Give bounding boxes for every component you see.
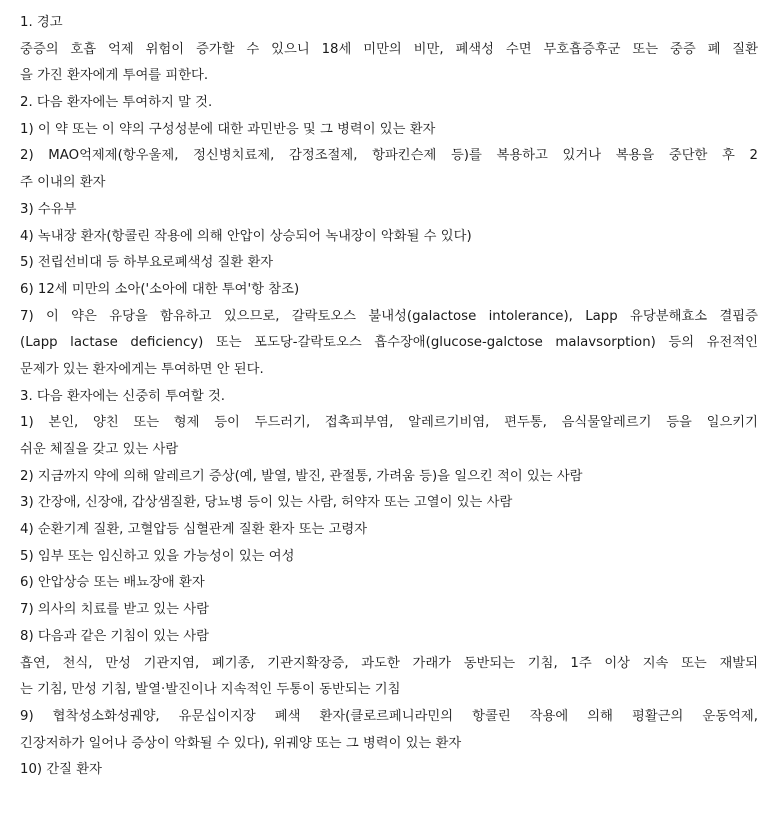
list-item-continuation: 주 이내의 환자 [20,175,106,191]
section-heading-caution: 3. 다음 환자에는 신중히 투여할 것. [20,388,226,404]
list-item: 2) MAO억제제(항우울제, 정신병치료제, 감정조절제, 항파킨슨제 등)를 복용하고 있거나 복용을 중단한 후 2 [20,148,758,164]
list-item: 5) 임부 또는 임신하고 있을 가능성이 있는 여성 [20,548,295,564]
list-item: 6) 안압상승 또는 배뇨장애 환자 [20,575,205,591]
list-item: 6) 12세 미만의 소아('소아에 대한 투여'항 참조) [20,281,300,297]
list-item: 4) 녹내장 환자(항콜린 작용에 의해 안압이 상승되어 녹내장이 악화될 수 있다) [20,228,472,244]
list-item: 1) 이 약 또는 이 약의 구성성분에 대한 과민반응 및 그 병력이 있는 환자 [20,121,436,137]
list-item-continuation: 긴장저하가 일어나 증상이 악화될 수 있다), 위궤양 또는 그 병력이 있는 환자 [20,735,462,751]
section-heading-contraindications: 2. 다음 환자에는 투여하지 말 것. [20,95,213,111]
list-item: 2) 지금까지 약에 의해 알레르기 증상(예, 발열, 발진, 관절통, 가려움 등)을 일으킨 적이 있는 사람 [20,468,583,484]
list-item-detail: 흡연, 천식, 만성 기관지염, 폐기종, 기관지확장증, 과도한 가래가 동반되는 기침, 1주 이상 지속 또는 재발되 [20,655,758,671]
list-item: 3) 간장애, 신장애, 갑상샘질환, 당뇨병 등이 있는 사람, 허약자 또는 고열이 있는 사람 [20,495,513,511]
list-item-continuation: 문제가 있는 환자에게는 투여하면 안 된다. [20,361,264,377]
list-item: 4) 순환기계 질환, 고혈압등 심혈관계 질환 환자 또는 고령자 [20,522,368,538]
list-item: 1) 본인, 양친 또는 형제 등이 두드러기, 접촉피부염, 알레르기비염, 편두통, 음식물알레르기 등을 일으키기 [20,415,758,431]
section-heading-warning: 1. 경고 [20,15,63,30]
list-item: 7) 의사의 치료를 받고 있는 사람 [20,602,209,618]
list-item: 7) 이 약은 유당을 함유하고 있으므로, 갈락토오스 불내성(galactose intolerance), Lapp 유당분해효소 결핍증 [20,308,758,324]
list-item: 8) 다음과 같은 기침이 있는 사람 [20,628,209,644]
list-item-detail: 는 기침, 만성 기침, 발열·발진이나 지속적인 두통이 동반되는 기침 [20,682,401,698]
list-item: 3) 수유부 [20,201,77,217]
list-item-continuation: 쉬운 체질을 갖고 있는 사람 [20,442,179,457]
warning-text-line: 을 가진 환자에게 투여를 피한다. [20,68,209,84]
list-item-continuation: (Lapp lactase deficiency) 또는 포도당-갈락토오스 흡수장애(glucose-galctose malavsorption) 등의 유전적인 [20,335,758,351]
list-item: 5) 전립선비대 등 하부요로폐색성 질환 환자 [20,255,274,271]
list-item: 10) 간질 환자 [20,762,102,778]
warning-text-line: 중증의 호흡 억제 위험이 증가할 수 있으니 18세 미만의 비만, 폐색성 수면 무호흡증후군 또는 중증 폐 질환 [20,41,758,57]
list-item: 9) 협착성소화성궤양, 유문십이지장 폐색 환자(클로르페니라민의 항콜린 작용에 의해 평활근의 운동억제, [20,708,758,724]
